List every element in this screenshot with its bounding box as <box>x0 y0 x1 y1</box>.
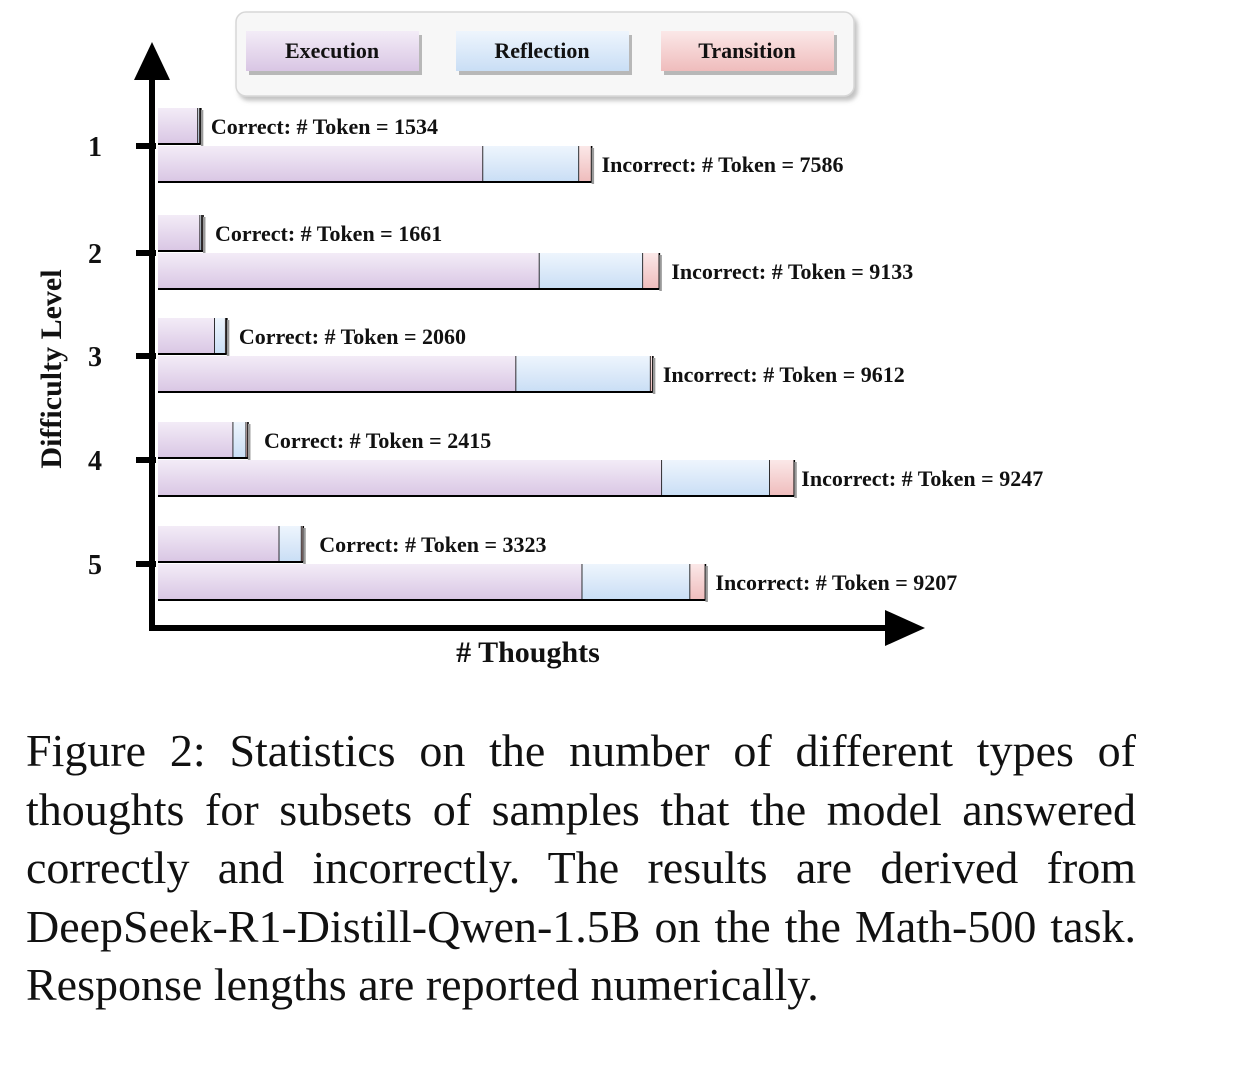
bar-group-level-3 <box>158 318 905 394</box>
incorrect-token-label: Incorrect: # Token = 9207 <box>715 570 958 595</box>
bar-end-shadow <box>227 320 230 356</box>
transition-segment <box>770 460 794 496</box>
legend-label: Execution <box>284 38 380 63</box>
execution-segment <box>158 564 582 600</box>
bar-end-shadow <box>201 110 204 146</box>
reflection-segment <box>483 146 579 182</box>
y-tick-label: 2 <box>88 239 102 270</box>
correct-bar <box>158 318 466 356</box>
legend <box>236 12 854 96</box>
correct-bar <box>158 422 491 460</box>
correct-bar <box>158 526 546 564</box>
execution-segment <box>158 422 233 458</box>
y-tick-label: 5 <box>88 550 102 581</box>
incorrect-token-label: Incorrect: # Token = 9247 <box>801 466 1044 491</box>
transition-segment <box>643 253 659 289</box>
reflection-segment <box>662 460 770 496</box>
bar-end-shadow <box>659 255 662 291</box>
execution-segment <box>158 253 540 289</box>
execution-segment <box>158 356 516 392</box>
bar-end-shadow <box>653 358 656 394</box>
execution-segment <box>158 108 198 144</box>
reflection-segment <box>582 564 690 600</box>
legend-item-reflection <box>456 31 632 75</box>
correct-token-label: Correct: # Token = 3323 <box>319 532 547 557</box>
reflection-segment <box>516 356 650 392</box>
correct-bar <box>158 215 442 253</box>
y-tick-label: 4 <box>88 446 102 477</box>
y-axis-arrow <box>134 42 170 80</box>
transition-segment <box>690 564 705 600</box>
incorrect-bar <box>158 564 957 602</box>
reflection-segment <box>540 253 644 289</box>
bar-end-shadow <box>794 462 797 498</box>
execution-segment <box>158 215 200 251</box>
incorrect-token-label: Incorrect: # Token = 7586 <box>601 152 844 177</box>
incorrect-bar <box>158 146 844 184</box>
correct-token-label: Correct: # Token = 1534 <box>210 114 439 139</box>
bar-group-level-4 <box>158 422 1043 498</box>
correct-token-label: Correct: # Token = 1661 <box>214 221 443 246</box>
legend-label: Reflection <box>494 38 590 63</box>
bar-group-level-2 <box>158 215 913 291</box>
incorrect-token-label: Incorrect: # Token = 9612 <box>662 362 905 387</box>
x-axis-arrow <box>885 610 925 646</box>
execution-segment <box>158 146 483 182</box>
bar-end-shadow <box>203 217 206 253</box>
incorrect-bar <box>158 253 913 291</box>
y-tick-label: 3 <box>88 342 102 373</box>
correct-token-label: Correct: # Token = 2415 <box>263 428 492 453</box>
bar-end-shadow <box>592 148 595 184</box>
reflection-segment <box>279 526 301 562</box>
bar-groups <box>158 108 1043 602</box>
bar-group-level-5 <box>158 526 957 602</box>
y-axis-title: Difficulty Level <box>35 269 68 469</box>
transition-segment <box>579 146 591 182</box>
bar-group-level-1 <box>158 108 844 184</box>
execution-segment <box>158 460 662 496</box>
incorrect-bar <box>158 460 1043 498</box>
correct-token-label: Correct: # Token = 2060 <box>238 324 467 349</box>
legend-item-execution <box>246 31 422 75</box>
incorrect-bar <box>158 356 905 394</box>
y-tick-label: 1 <box>88 132 102 163</box>
incorrect-token-label: Incorrect: # Token = 9133 <box>671 259 914 284</box>
bar-end-shadow <box>303 528 306 564</box>
reflection-segment <box>215 318 226 354</box>
execution-segment <box>158 318 215 354</box>
figure-caption: Figure 2: Statistics on the number of different types of thoughts for subsets of samples that the model answered correctly and incorrectly. The results are derived from DeepSeek-R1-Distill-Qwen-1.5B on the the Math-500 task. Response lengths are reported numerically. <box>26 725 1136 1011</box>
x-axis-title: # Thoughts <box>456 636 600 669</box>
bar-end-shadow <box>248 424 251 460</box>
legend-label: Transition <box>698 38 796 63</box>
bar-end-shadow <box>705 566 708 602</box>
reflection-segment <box>233 422 246 458</box>
execution-segment <box>158 526 279 562</box>
correct-bar <box>158 108 438 146</box>
legend-item-transition <box>661 31 837 75</box>
